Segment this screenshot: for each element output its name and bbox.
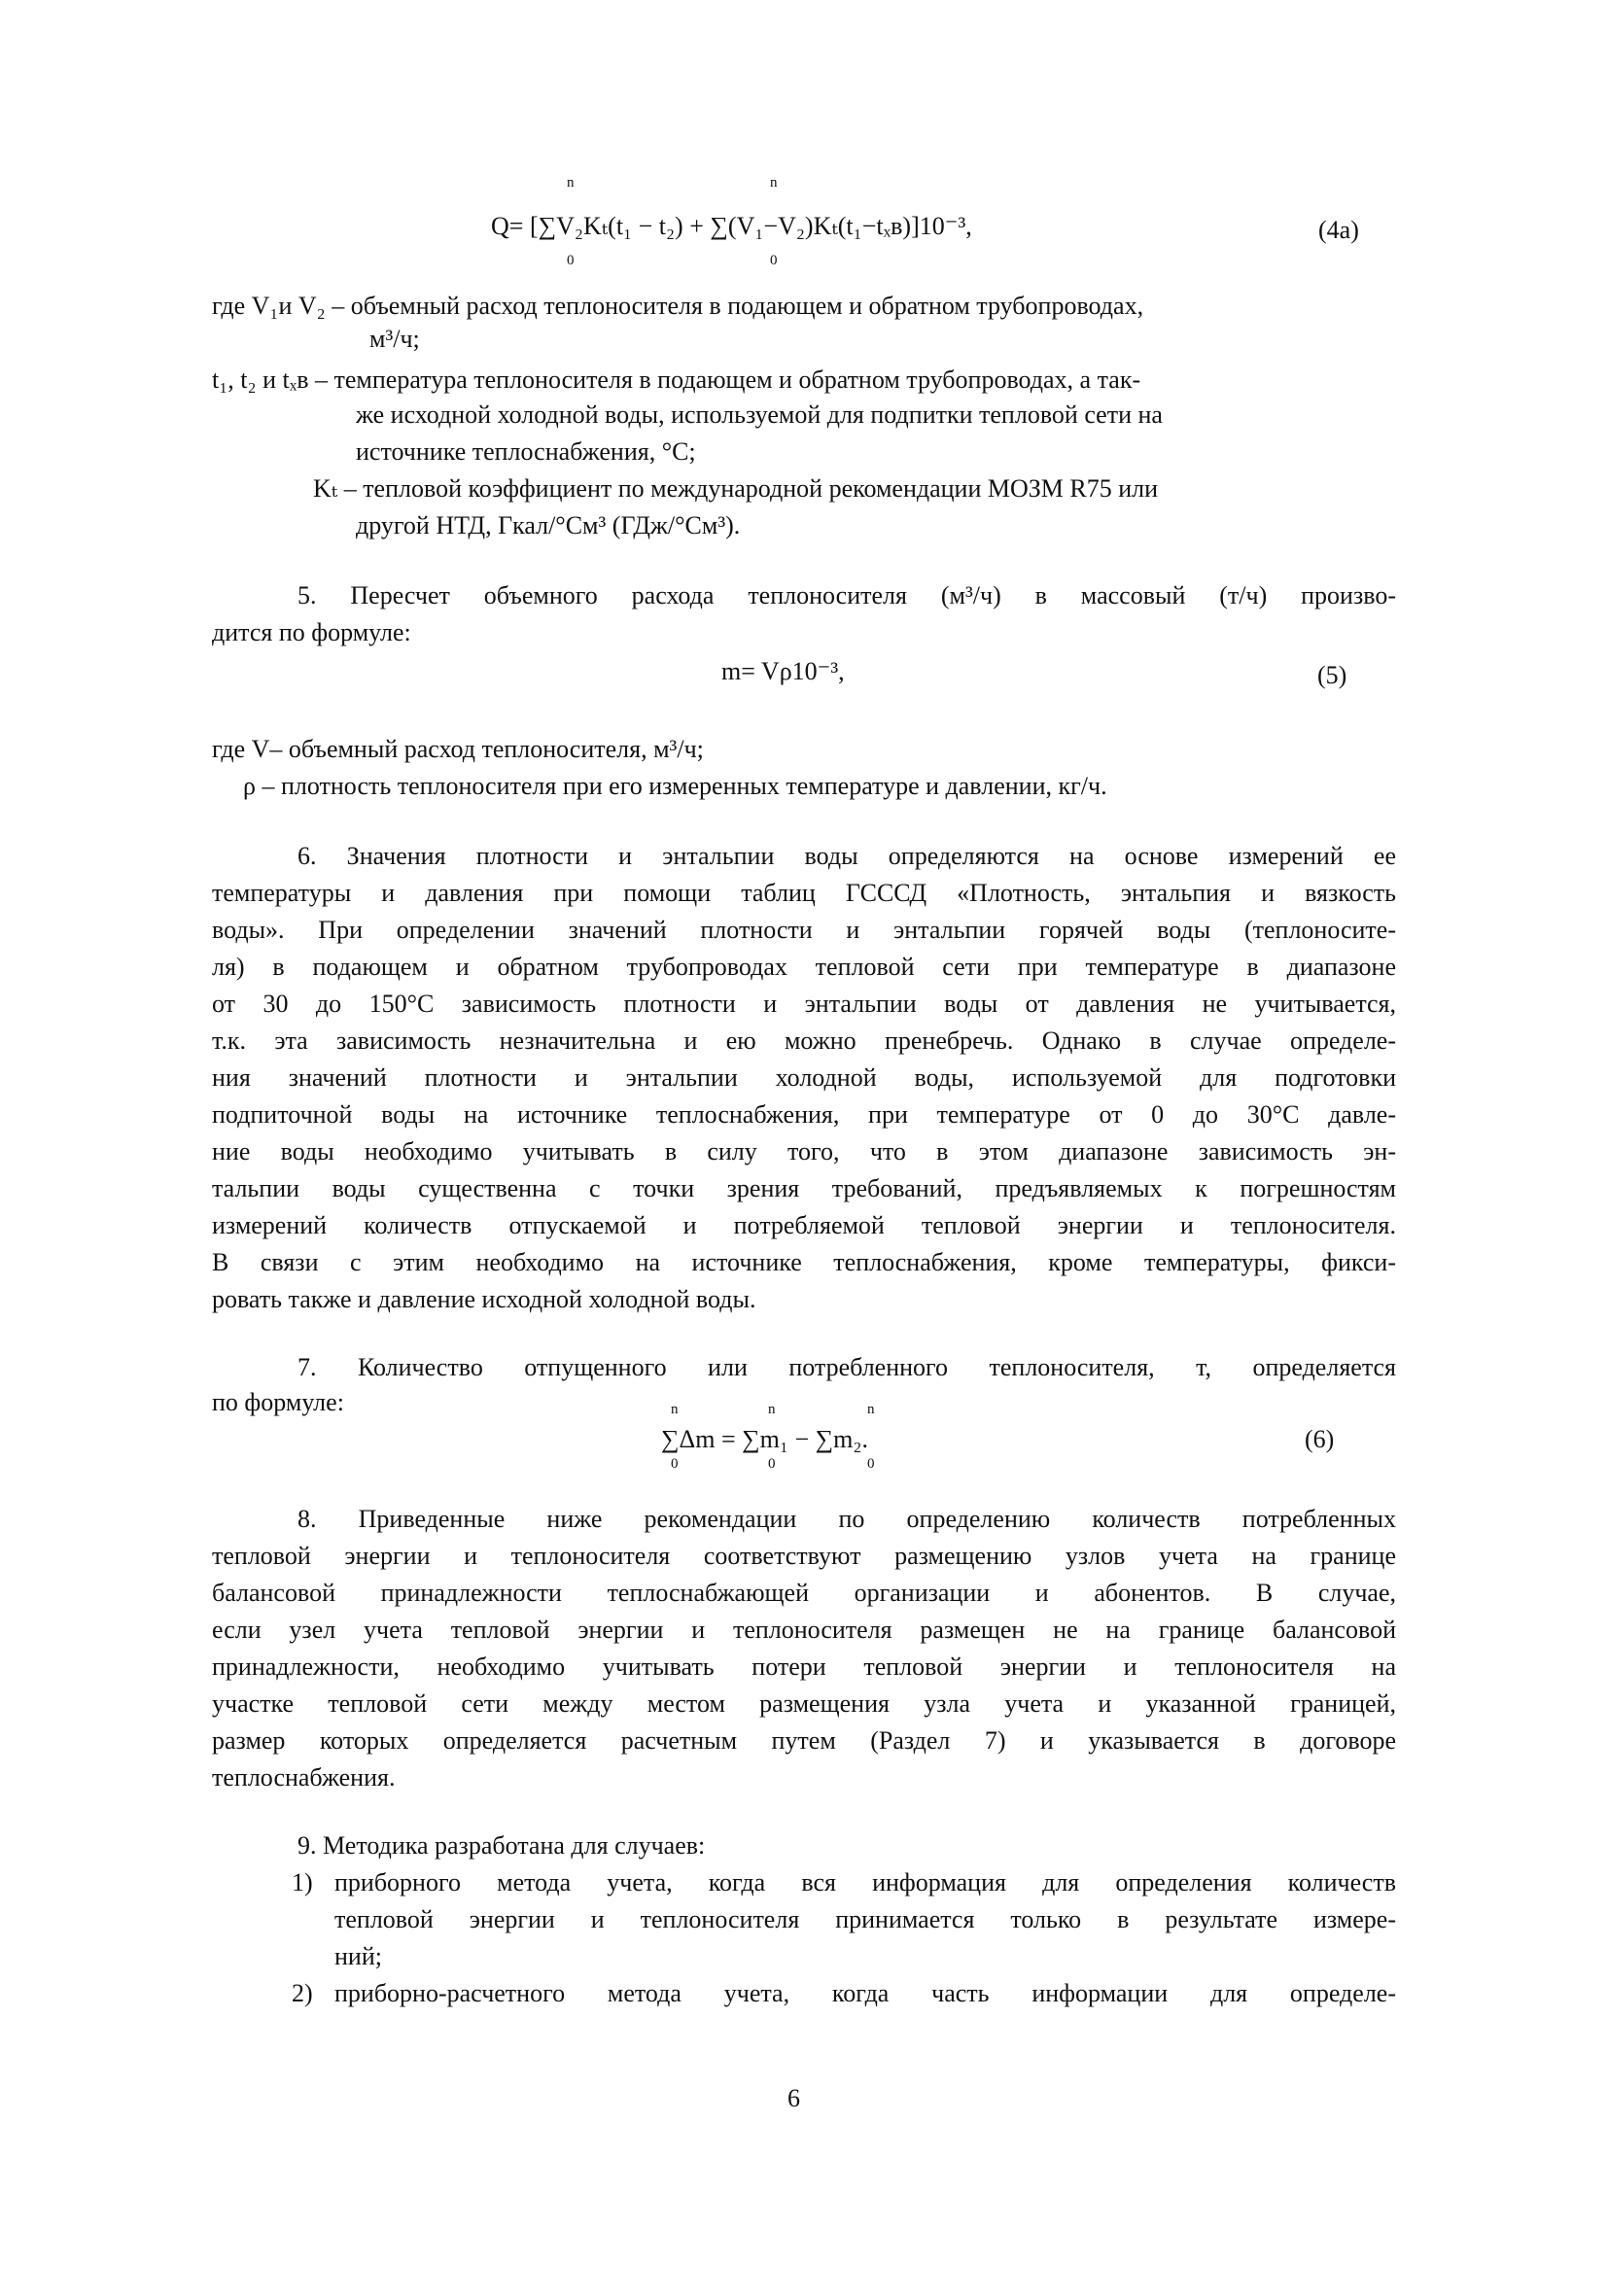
- para9-item1-line-1: приборного метода учета, когда вся информация для определения количеств: [334, 1868, 1396, 1896]
- formula-6-upper-limit-1: n: [671, 1402, 679, 1417]
- para9-item2-line: приборно-расчетного метода учета, когда часть информации для определе-: [334, 1979, 1396, 2007]
- formula-4a-lower-limit-2: 0: [770, 253, 778, 268]
- formula-6: ∑Δm = ∑m₁ − ∑m₂.: [661, 1425, 868, 1453]
- para8-line-5: принадлежности, необходимо учитывать потери тепловой энергии и теплоносителя на: [212, 1652, 1396, 1681]
- para8-line-4: если узел учета тепловой энергии и теплоносителя размещен не на границе балансовой: [212, 1616, 1396, 1644]
- legend-t-line3: источнике теплоснабжения, °С;: [356, 437, 696, 466]
- para6-line-5: от 30 до 150°С зависимость плотности и энтальпии воды от давления не учитывается,: [212, 990, 1396, 1018]
- para5-legend2: ρ – плотность теплоносителя при его измеренных температуре и давлении, кг/ч.: [243, 772, 1107, 800]
- legend-t: t₁, t₂ и tₓв – температура теплоносителя в подающем и обратном трубопроводах, а так-: [212, 365, 1141, 394]
- formula-5-number: (5): [1317, 661, 1347, 689]
- para8-line-3: балансовой принадлежности теплоснабжающей организации и абонентов. В случае,: [212, 1579, 1396, 1607]
- para9-item1-line-2: тепловой энергии и теплоносителя принимается только в результате измере-: [334, 1905, 1396, 1933]
- legend-v-unit: м³/ч;: [369, 325, 420, 353]
- para7-line1: 7. Количество отпущенного или потребленного теплоносителя, т, определяется: [297, 1353, 1396, 1381]
- para6-line-12: В связи с этим необходимо на источнике теплоснабжения, кроме температуры, фикси-: [212, 1248, 1396, 1276]
- para6-line-11: измерений количеств отпускаемой и потребляемой тепловой энергии и теплоносителя.: [212, 1211, 1396, 1239]
- para8-line-1: 8. Приведенные ниже рекомендации по определению количеств потребленных: [297, 1505, 1396, 1533]
- legend-t-line2: же исходной холодной воды, используемой для подпитки тепловой сети на: [356, 400, 1163, 429]
- para6-line-1: 6. Значения плотности и энтальпии воды определяются на основе измерений ее: [297, 842, 1396, 870]
- para6-line-7: ния значений плотности и энтальпии холодной воды, используемой для подготовки: [212, 1063, 1396, 1092]
- para6-line-2: температуры и давления при помощи таблиц ГСССД «Плотность, энтальпия и вязкость: [212, 879, 1396, 907]
- formula-5: m= Vρ10⁻³,: [721, 657, 845, 685]
- para8-line-8: теплоснабжения.: [212, 1763, 396, 1792]
- para6-line-10: тальпии воды существенна с точки зрения требований, предъявляемых к погрешностям: [212, 1174, 1396, 1202]
- formula-4a-number: (4а): [1318, 216, 1359, 244]
- formula-6-number: (6): [1305, 1425, 1335, 1453]
- para7-line2: по формуле:: [212, 1388, 344, 1416]
- para6-line-8: подпиточной воды на источнике теплоснабжения, при температуре от 0 до 30°С давле-: [212, 1100, 1396, 1129]
- para5-legend1: где V– объемный расход теплоносителя, м³/ч;: [212, 735, 704, 763]
- formula-4a: Q= [∑V₂Kₜ(t₁ − t₂) + ∑(V₁−V₂)Kₜ(t₁−tₓв)]10⁻³,: [491, 212, 972, 240]
- legend-k-line2: другой НТД, Гкал/°См³ (ГДж/°См³).: [356, 511, 741, 539]
- para8-line-6: участке тепловой сети между местом размещения узла учета и указанной границей,: [212, 1689, 1396, 1718]
- formula-4a-upper-limit-1: n: [567, 175, 575, 191]
- para6-line-9: ние воды необходимо учитывать в силу того, что в этом диапазоне зависимость эн-: [212, 1137, 1396, 1165]
- legend-k-line1: Kₜ – тепловой коэффициент по международной рекомендации МОЗМ R75 или: [313, 474, 1159, 503]
- formula-4a-lower-limit-1: 0: [567, 253, 575, 268]
- formula-6-lower-limit-3: 0: [867, 1456, 875, 1472]
- formula-6-upper-limit-2: n: [768, 1402, 776, 1417]
- para9-item2-number: 2): [292, 1979, 313, 2007]
- para8-line-7: размер которых определяется расчетным путем (Раздел 7) и указывается в договоре: [212, 1726, 1396, 1755]
- para6-line-6: т.к. эта зависимость незначительна и ею можно пренебречь. Однако в случае определе-: [212, 1026, 1396, 1055]
- para5-line1: 5. Пересчет объемного расхода теплоносителя (м³/ч) в массовый (т/ч) произво-: [297, 581, 1396, 609]
- para6-line-3: воды». При определении значений плотности и энтальпии горячей воды (теплоносите-: [212, 916, 1396, 944]
- para9-item1-number: 1): [292, 1868, 313, 1896]
- para9-item1-line-3: ний;: [334, 1942, 382, 1970]
- page-number: 6: [787, 2084, 800, 2112]
- formula-6-lower-limit-1: 0: [671, 1456, 679, 1472]
- formula-6-upper-limit-3: n: [867, 1402, 875, 1417]
- para8-line-2: тепловой энергии и теплоносителя соответствуют размещению узлов учета на границе: [212, 1542, 1396, 1570]
- para6-line-4: ля) в подающем и обратном трубопроводах тепловой сети при температуре в диапазоне: [212, 953, 1396, 981]
- formula-6-lower-limit-2: 0: [768, 1456, 776, 1472]
- formula-4a-upper-limit-2: n: [770, 175, 778, 191]
- para6-line-13: ровать также и давление исходной холодной воды.: [212, 1285, 756, 1313]
- para5-line2: дится по формуле:: [212, 618, 411, 646]
- legend-v: где V₁и V₂ – объемный расход теплоносителя в подающем и обратном трубопроводах,: [212, 292, 1144, 320]
- para9-intro: 9. Методика разработана для случаев:: [297, 1831, 706, 1860]
